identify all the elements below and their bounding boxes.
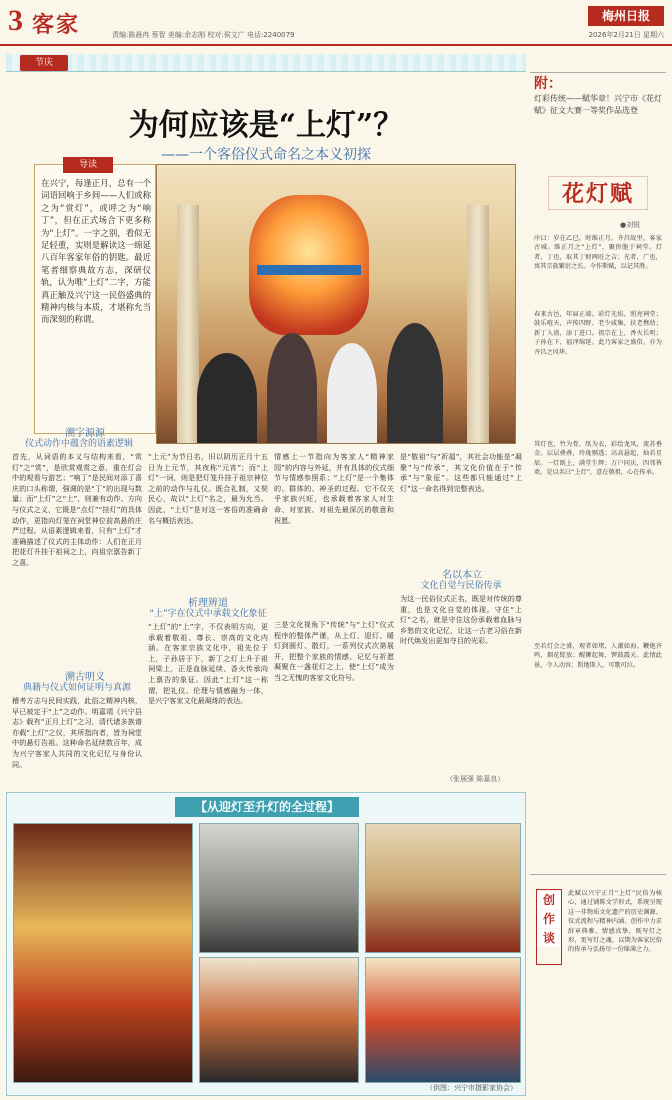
photo-person bbox=[267, 333, 317, 443]
photo-person bbox=[327, 343, 377, 443]
main-article bbox=[6, 54, 526, 1096]
photo-person bbox=[197, 353, 257, 443]
col2-subtitle: 析理辨道 bbox=[188, 598, 228, 609]
col4-subtitle-b: 文化自觉与民俗传承 bbox=[420, 581, 502, 591]
creation-stamp bbox=[536, 889, 562, 965]
photo-section bbox=[6, 792, 526, 1096]
byline: （张展强 陈嘉良） bbox=[446, 775, 505, 783]
column-tag: 节庆 bbox=[20, 55, 68, 71]
photo-ceremony bbox=[365, 957, 521, 1083]
sidebar-label: 附： bbox=[534, 76, 562, 92]
col1-subtitle: 溯字源源 bbox=[65, 428, 105, 439]
sidebar-title: 灯彩传统——赋华章！兴宁市《花灯赋》征文大赛一等奖作品选登 bbox=[534, 94, 662, 115]
newspaper-logo: 梅州日报 bbox=[588, 6, 664, 26]
poem-text-2: 春来古邑，年届正端。彩灯光焰，照亮祠堂；鼓乐喧天，声传四野。老少咸集，扶老携幼；新丁入谱，添丁进口。祖宗在上，香火长明；子孙在下，福泽绵延。此乃客家之盛俗，亦为齐昌之风华。 bbox=[534, 311, 662, 356]
col1-subtitle-2: 溯古明义 bbox=[65, 672, 105, 683]
guide-text: 在兴宁，每逢正月，总有一个词语回响于乡间——人们或称之为“赏灯”，或呼之为“响丁”，但在正式场合下更多称为“上灯”。一字之别，看似无足轻重，实则是解读这一绵延八百年客家年俗的钥匙。最近笔者细察典故方志，深研仪轨，认为唯“上灯”二字，方能真正触及兴宁这一民俗盛典的精神内核与本质，才堪称允当而深刻的称谓。 bbox=[41, 178, 151, 325]
headline: 为何应该是“上灯”？ bbox=[128, 108, 404, 143]
editor-credits: 责编:陈晨冉 蔡智 美编:余志刚 校对:侯文广 电话:2240079 bbox=[112, 31, 295, 39]
col3-text-2: 三是文化视角下“传统”与“上灯”仪式程序的整体严谨，从上灯、迎灯、暖灯到圆灯、散灯，一系列仪式次第展开，把整个家族的情感、记忆与祈愿凝聚在一盏花灯之上，使“上灯”成为当之无愧的客家文化符号。 bbox=[274, 620, 394, 682]
col2-text: “上元”为节日名，旧以阴历正月十五日为上元节，其夜称“元宵”；而“上灯”一词，则是把灯笼升挂于祖宗神位之前的动作与礼仪。既合礼制，又契民心，故以“上灯”名之，最为允当。因此，“上灯”是对这一客俗的准确命名与概括表达。 bbox=[148, 452, 268, 525]
subheadline: ——一个客俗仪式命名之本义初探 bbox=[161, 147, 371, 163]
photo-raising bbox=[199, 957, 359, 1083]
poem-title: 花灯赋 bbox=[548, 176, 648, 210]
poem-text-1: 序曰：岁在乙巳，时维正月，齐昌故里，客家古城。维正月之“上灯”，聚侨胞于祠堂。灯者，丁也，取其丁财两旺之吉；光者，广也，寓其宗族繁衍之长。今作斯赋，以记其胜。 bbox=[534, 235, 662, 271]
col3-text: 情感上一节指向为客家人“精神家园”的内容与外延，并有具体的仪式细节与情感参照系；“上灯”是一个集体的、群体的、神圣的过程。它不仅关乎家族兴旺，也承载着客家人对生命、对家族、对祖先最深沉的敬意和祝愿。 bbox=[274, 452, 394, 525]
poem-author: ●刘锐 bbox=[620, 221, 641, 229]
issue-date: 2026年2月21日 星期六 bbox=[588, 31, 664, 39]
col4-text: 是“敬祖”与“祈福”，其社会功能是“凝聚”与“传承”，其文化价值在于“传承”与“象征”。这些都只能通过“上灯”这一命名得到完整表达。 bbox=[400, 452, 522, 493]
poem-text-3: 其灯也，竹为骨，纸为衣，彩绘龙凤，流苏垂金。层层叠叠，玲珑剔透；高高悬起，灿若星辰。一灯既上，满堂生辉；万户同庆，四邻皆欢。是以名曰“上灯”，意在敬祖，心在传承。 bbox=[534, 441, 662, 477]
photo-credit: （供图：兴宁市摄影家协会） bbox=[426, 1084, 517, 1092]
photo-procession bbox=[199, 823, 359, 953]
col1-subtitle-2b: 典籍与仪式如何证明与真源 bbox=[22, 683, 131, 693]
stamp-char: 谈 bbox=[537, 929, 561, 947]
photo-hall bbox=[365, 823, 521, 953]
section-title: 客家 bbox=[32, 13, 81, 38]
col1-text: 首先，从词语的本义与结构来看，“赏灯”之“赏”，是欣赏观赏之意，重在灯会中的观看与游艺；“响丁”是民间对添丁喜庆的口头称谓，强调的是“丁”的出现与数量；而“上灯”之“上”，则兼有动作、方向与仪式之义，它既是“点灯”“挂灯”的具体动作，更指向灯笼在祠堂神位前高悬的庄严过程。从语素逻辑来看，只有“上灯”才准确描述了仪式的主体动作：人们在正月把花灯升挂于祖祠之上，向祖宗禀告新丁之喜。 bbox=[12, 452, 142, 567]
photo-person bbox=[387, 323, 443, 443]
page-header bbox=[0, 0, 672, 46]
col2-subtitle-b: “上”字在仪式中承载文化象征 bbox=[149, 609, 267, 619]
guide-tag: 导读 bbox=[63, 157, 113, 173]
guide-box bbox=[34, 160, 156, 434]
banner-strip bbox=[6, 54, 526, 72]
main-photo bbox=[156, 164, 516, 444]
creation-note-text: 此赋以兴宁正月“上灯”民俗为核心，通过铺陈文学形式，系统呈现这一非物质文化遗产的历史渊源、仪式流程与精神内涵。创作中力求辞章典雅、情感真挚，既写灯之形，更写灯之魂，以期为客家民俗的传承与弘扬尽一份绵薄之力。 bbox=[568, 890, 662, 954]
photo-pillar bbox=[467, 205, 489, 444]
col4-subtitle: 名以本立 bbox=[442, 570, 482, 581]
col1-text-2: 稽考方志与民间实践，此俗之精神内核，早已被定于“上”之动作。明嘉靖《兴宁县志》载有“正月上灯”之习，清代诸多族谱亦载“上灯”之仪，其所指向者，皆为祠堂中的悬灯告祖。这种命名延续数百年，成为兴宁客家人共同的文化记忆与身份认同。 bbox=[12, 696, 142, 769]
col1-subtitle-b: 仪式动作中蕴含的语素逻辑 bbox=[24, 439, 133, 449]
photo-pillar bbox=[177, 205, 199, 444]
col4-text-2: 为这一民俗仪式正名，既是对传统的尊重，也是文化自觉的体现。守住“上灯”之名，就是守住这份承载着血脉与乡愁的文化记忆，让这一古老习俗在新时代焕发出更加夺目的光彩。 bbox=[400, 594, 522, 646]
poem-text-4: 至若灯会之盛，观者如堵，人潮如海。鞭炮齐鸣，烟花绽放；醒狮起舞，锣鼓震天。此情此景，令人动容；斯地斯人，可歌可泣。 bbox=[534, 643, 662, 669]
lantern-band bbox=[257, 265, 361, 275]
creation-note bbox=[530, 874, 666, 1096]
stamp-char: 作 bbox=[537, 910, 561, 928]
stamp-char: 创 bbox=[537, 891, 561, 909]
sidebar bbox=[530, 54, 666, 1096]
photo-lantern-close bbox=[13, 823, 193, 1083]
page-number: 3 bbox=[8, 4, 23, 37]
sidebar-header bbox=[530, 72, 666, 148]
col2-text-2: “上灯”的“上”字，不仅表明方向，更承载着敬祖、尊长、崇高的文化内涵。在客家宗族文化中，祖先位于上，子孙居于下，新丁之灯上升于祖祠梁上，正是血脉延续、香火传承向上禀告的象征。因此“上灯”这一称谓，把礼仪、伦理与情感融为一体，是兴宁客家文化最凝练的表达。 bbox=[148, 622, 268, 706]
photo-section-title: 【从迎灯至升灯的全过程】 bbox=[175, 797, 359, 817]
